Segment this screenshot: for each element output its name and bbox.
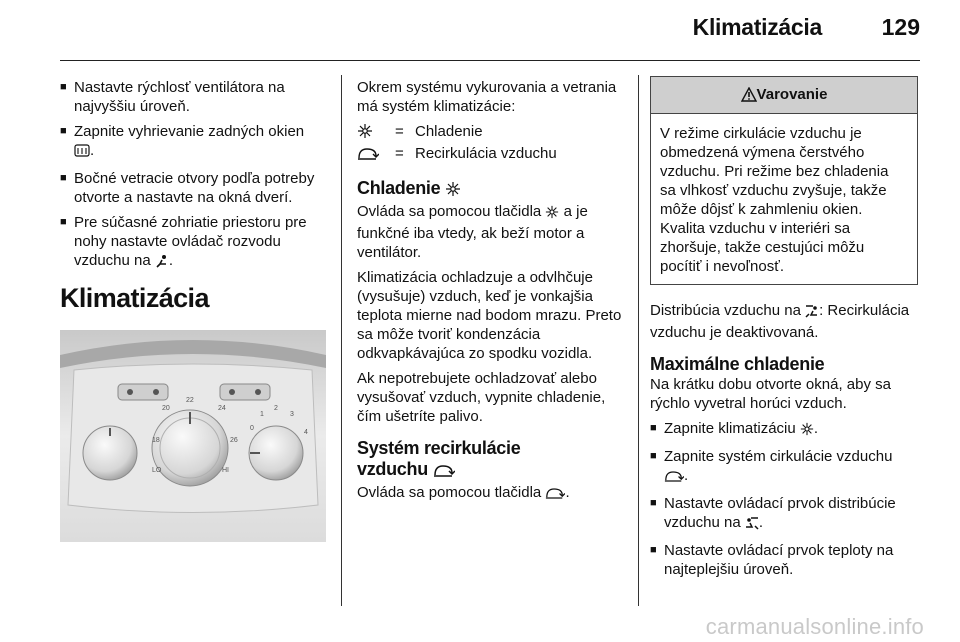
- middle-column: [357, 78, 629, 511]
- list-item: ■ Bočné vetracie otvory podľa potreby otvorte a nastavte na okná dverí.: [60, 170, 315, 206]
- warning-text: V režime cirkulácie vzduchu je obmedzená výmena čerstvého vzduchu. Pri režime bez chladenia sa vlhkosť vzduchu zvyšuje, takže môže dôjsť k zahmleniu okien. Kvalita vzduchu v interiéri sa zhoršuje, takže cestujúci môžu pocítiť i nevoľnosť.: [660, 125, 889, 275]
- snowflake-icon: [800, 422, 814, 441]
- recirculation-icon: [664, 469, 684, 488]
- floor-airflow-icon: [155, 254, 169, 273]
- warning-header: Varovanie: [651, 77, 917, 114]
- bullet-icon: ■: [650, 422, 657, 434]
- max-cooling-intro: Na krátku dobu otvorte okná, aby sa rýchlo vyvetral horúci vzduch.: [650, 376, 891, 412]
- warning-triangle-icon: [741, 80, 757, 116]
- bullet-icon: ■: [650, 450, 657, 462]
- header-rule: [60, 60, 920, 61]
- list-item: ■ Zapnite systém cirkulácie vzduchu .: [650, 447, 922, 488]
- chladenie-paragraph: Ak nepotrebujete ochladzovať alebo vysušovať vzduch, vypnite chladenie, čím ušetríte palivo.: [357, 370, 606, 425]
- list-item: ■ Nastavte rýchlosť ventilátora na najvyššiu úroveň.: [60, 79, 285, 115]
- column-divider-1: [341, 75, 342, 606]
- climate-control-panel-image: [60, 330, 326, 542]
- bullet-icon: ■: [60, 125, 67, 137]
- watermark: carmanualsonline.info: [705, 614, 924, 639]
- recirculation-icon: [545, 486, 565, 505]
- recirculation-icon: [357, 147, 379, 166]
- max-cooling-heading: Maximálne chladenie: [650, 354, 825, 374]
- list-item: ■ Zapnite klimatizáciu .: [650, 419, 922, 441]
- svg-text:22 20 18 24: 22 20 18 24 26 HI 0 1 2 3 4 LO: [152, 397, 308, 474]
- list-item: ■ Nastavte ovládací prvok teploty na najteplejšiu úroveň.: [650, 542, 894, 578]
- floor-windshield-airflow-icon: [745, 516, 759, 535]
- recirk-heading: Systém recirkulácie vzduchu: [357, 438, 629, 483]
- left-column: [60, 78, 328, 313]
- intro-text: Okrem systému vykurovania a vetrania má systém klimatizácie:: [357, 79, 617, 115]
- bullet-icon: ■: [60, 81, 67, 93]
- page-number: 129: [881, 14, 920, 40]
- recirculation-icon: [433, 462, 455, 483]
- chladenie-heading: Chladenie: [357, 178, 629, 202]
- snowflake-icon: [445, 181, 461, 202]
- legend-row: = Chladenie: [357, 122, 629, 144]
- windshield-floor-airflow-icon: [805, 304, 819, 323]
- recirk-paragraph: Ovláda sa pomocou tlačidla .: [357, 483, 629, 505]
- bullet-icon: ■: [60, 216, 67, 228]
- rear-window-heater-icon: [74, 144, 90, 163]
- bullet-icon: ■: [60, 172, 67, 184]
- legend-row: = Recirkulácia vzduchu: [357, 144, 629, 166]
- right-column: [650, 76, 922, 585]
- snowflake-icon: [357, 123, 373, 144]
- list-item: ■ Pre súčasné zohriatie priestoru pre nohy nastavte ovládač rozvodu vzduchu na .: [60, 213, 328, 273]
- chladenie-paragraph: Ovláda sa pomocou tlačidla a je funkčné iba vtedy, ak beží motor a ventilátor.: [357, 203, 588, 261]
- list-item: ■ Zapnite vyhrievanie zadných okien .: [60, 122, 328, 163]
- list-item: ■ Nastavte ovládací prvok distribúcie vzduchu na .: [650, 494, 922, 535]
- bullet-icon: ■: [650, 544, 657, 556]
- header-title: Klimatizácia: [692, 14, 822, 40]
- bullet-icon: ■: [650, 497, 657, 509]
- snowflake-icon: [545, 205, 559, 224]
- warning-box: [650, 76, 918, 285]
- chladenie-paragraph: Klimatizácia ochladzuje a odvlhčuje (vysušuje) vzduch, keď je vonkajšia teplota mierne nad bodom mrazu. Preto sa môže tvoriť kondenzácia odkvapkávajúca zo spodku vozidla.: [357, 269, 622, 362]
- distribution-paragraph: Distribúcia vzduchu na : Recirkulácia vzduchu je deaktivovaná.: [650, 302, 910, 341]
- section-title: Klimatizácia: [60, 283, 209, 313]
- column-divider-2: [638, 75, 639, 606]
